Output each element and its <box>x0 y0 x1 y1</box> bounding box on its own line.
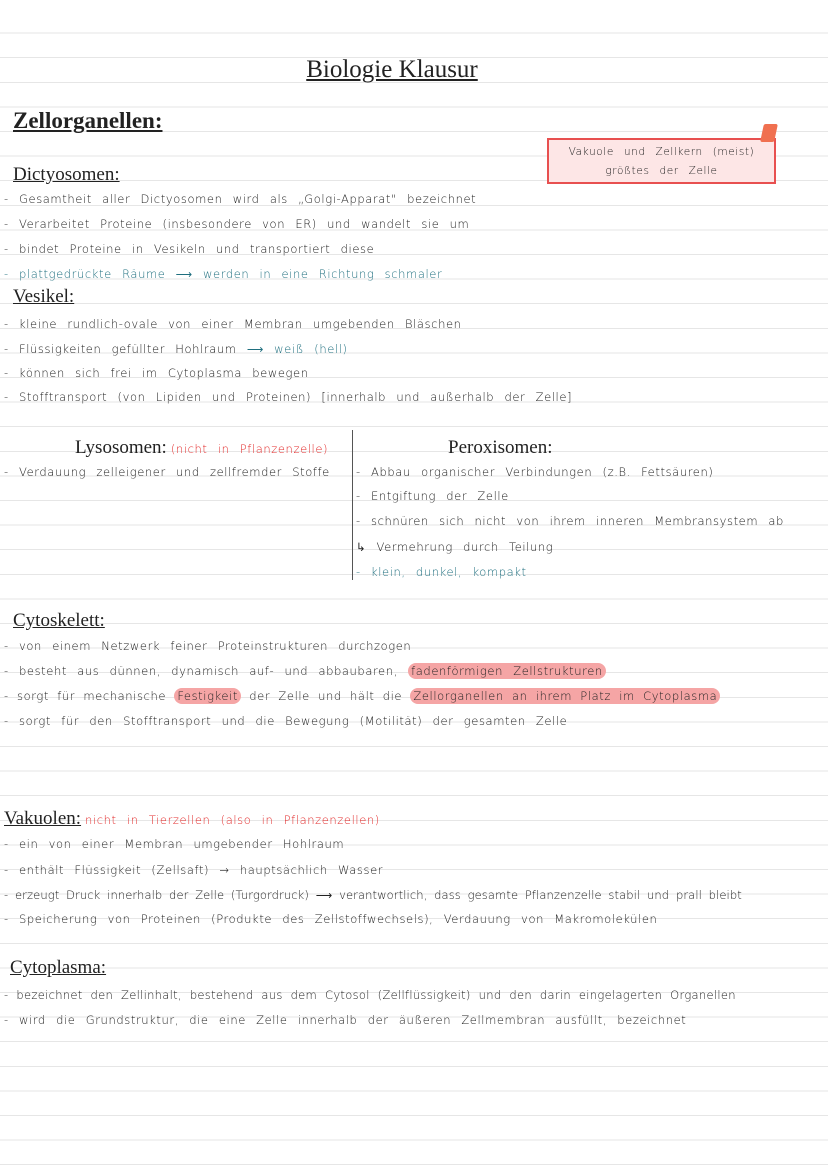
sticky-note <box>547 138 776 184</box>
list-item: - schnüren sich nicht von ihrem inneren Membransystem ab <box>356 514 784 528</box>
list-item <box>4 664 606 678</box>
list-item: - Abbau organischer Verbindungen (z.B. Fettsäuren) <box>356 465 714 479</box>
list-item <box>4 689 720 703</box>
list-text: der Zelle und hält die <box>249 689 403 703</box>
list-item: - bezeichnet den Zellinhalt, bestehend aus dem Cytosol (Zellflüssigkeit) und den darin eingelagerten Organellen <box>4 988 736 1002</box>
list-item: - Entgiftung der Zelle <box>356 489 509 503</box>
note-line: Vakuole und Zellkern (meist) <box>568 146 755 158</box>
list-item: - können sich frei im Cytoplasma bewegen <box>4 366 309 380</box>
list-item: - Gesamtheit aller Dictyosomen wird als „Golgi-Apparat" bezeichnet <box>4 192 477 206</box>
list-item: - Verdauung zelleigener und zellfremder Stoffe <box>4 465 330 479</box>
section-title-lysosomen <box>75 437 328 459</box>
list-text: - Flüssigkeiten gefüllter Hohlraum <box>4 342 237 356</box>
section-title-dictyosomen: Dictyosomen: <box>13 164 120 185</box>
list-item: - wird die Grundstruktur, die eine Zelle innerhalb der äußeren Zellmembran ausfüllt, bezeichnet <box>4 1013 687 1027</box>
list-item: - klein, dunkel, kompakt <box>356 565 527 579</box>
list-item: - bindet Proteine in Vesikeln und transportiert diese <box>4 242 375 256</box>
column-divider <box>352 430 353 580</box>
highlight: fadenförmigen Zellstrukturen <box>408 663 606 679</box>
list-item: - von einem Netzwerk feiner Proteinstrukturen durchzogen <box>4 639 412 653</box>
list-item: - Speicherung von Proteinen (Produkte des Zellstoffwechsels), Verdauung von Makromolekülen <box>4 912 658 926</box>
main-heading: Zellorganellen: <box>13 108 163 133</box>
list-item: ↳ Vermehrung durch Teilung <box>356 540 554 554</box>
section-title: Vakuolen: <box>4 808 82 829</box>
list-item: - Stofftransport (von Lipiden und Proteinen) [innerhalb und außerhalb der Zelle] <box>4 390 573 404</box>
annotation: ⟶ weiß (hell) <box>246 342 348 356</box>
list-item: - kleine rundlich-ovale von einer Membran umgebenden Bläschen <box>4 317 462 331</box>
annotation: (nicht in Pflanzenzelle) <box>170 442 329 456</box>
highlight: Zellorganellen an ihrem Platz im Cytoplasma <box>410 688 720 704</box>
list-item: - Verarbeitet Proteine (insbesondere von ER) und wandelt sie um <box>4 217 470 231</box>
section-title-vesikel: Vesikel: <box>13 286 75 307</box>
list-item <box>4 342 348 356</box>
list-item: - erzeugt Druck innerhalb der Zelle (Turgordruck) ⟶ verantwortlich, dass gesamte Pflanzenzelle stabil und prall bleibt <box>4 888 742 902</box>
annotation: nicht in Tierzellen (also in Pflanzenzellen) <box>85 813 380 827</box>
section-title-cytoskelett: Cytoskelett: <box>13 610 105 631</box>
section-title-cytoplasma: Cytoplasma: <box>10 957 107 978</box>
highlight: Festigkeit <box>174 688 241 704</box>
section-title-vakuolen <box>4 808 380 830</box>
list-item: - plattgedrückte Räume ⟶ werden in eine Richtung schmaler <box>4 267 443 281</box>
list-text: - sorgt für mechanische <box>4 689 167 703</box>
section-title-peroxisomen: Peroxisomen: <box>448 437 553 458</box>
list-item: - sorgt für den Stofftransport und die Bewegung (Motilität) der gesamten Zelle <box>4 714 568 728</box>
list-text: - besteht aus dünnen, dynamisch auf- und abbaubaren, <box>4 664 398 678</box>
page-title: Biologie Klausur <box>306 56 478 83</box>
section-title: Lysosomen: <box>75 437 167 458</box>
note-line: größtes der Zelle <box>605 165 718 177</box>
list-item: - ein von einer Membran umgebender Hohlraum <box>4 837 345 851</box>
list-item: - enthält Flüssigkeit (Zellsaft) → hauptsächlich Wasser <box>4 863 384 877</box>
